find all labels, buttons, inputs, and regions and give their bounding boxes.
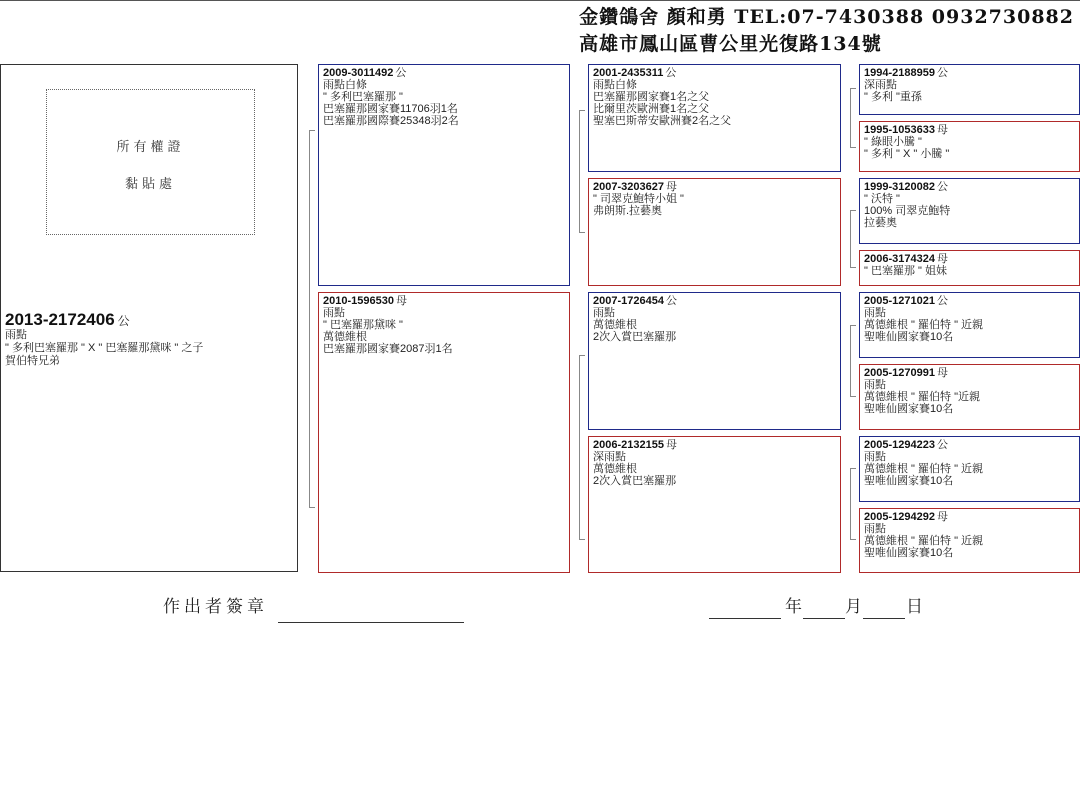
- gen3-line: 雨點: [864, 307, 886, 319]
- signature-label: 作出者簽章: [163, 597, 268, 616]
- gen2-line: 2次入賞巴塞羅那: [593, 475, 677, 487]
- gen3-reg: 1994-2188959: [864, 67, 935, 79]
- gen3-card-5: [859, 292, 1080, 358]
- gen3-sex: 母: [936, 511, 948, 523]
- dam-line: " 巴塞羅那黛咪 ": [323, 319, 403, 331]
- sire-line: 巴塞羅那國際賽25348羽2名: [323, 115, 459, 127]
- gen3-line: " 多利 " X " 小騰 ": [864, 148, 950, 160]
- gen2-line: 2次入賞巴塞羅那: [593, 331, 677, 343]
- dam-line: 巴塞羅那國家賽2087羽1名: [323, 343, 453, 355]
- gen3-line: " 沃特 ": [864, 193, 900, 205]
- gen2-reg: 2001-2435311: [593, 67, 664, 79]
- subject-line: 賀伯特兄弟: [5, 355, 60, 367]
- top-rule: [0, 0, 1080, 1]
- gen3-sex: 母: [936, 253, 948, 265]
- gen3-line: 萬德維根 " 羅伯特 "近親: [864, 391, 980, 403]
- dam-sex: 母: [395, 295, 407, 307]
- dam-line: 雨點: [323, 307, 345, 319]
- gen2-line: 比爾里茨歐洲賽1名之父: [593, 103, 710, 115]
- gen3-card-7: [859, 436, 1080, 502]
- gen3-line: " 巴塞羅那 " 姐妹: [864, 265, 947, 277]
- gen2-line: 雨點: [593, 307, 615, 319]
- sire-card: [318, 64, 570, 286]
- gen3-reg: 1995-1053633: [864, 124, 935, 136]
- bracket-gen3-b: [850, 210, 856, 268]
- gen3-card-4: [859, 250, 1080, 286]
- gen3-sex: 母: [936, 367, 948, 379]
- bracket-gen3-c: [850, 325, 856, 397]
- gen2-card-1: [588, 64, 841, 172]
- sticker-label-2: 黏貼處: [124, 176, 176, 191]
- dam-card: [318, 292, 570, 573]
- gen2-sex: 母: [665, 181, 677, 193]
- gen2-card-3: [588, 292, 841, 430]
- gen3-line: 深雨點: [864, 79, 897, 91]
- certificate-sticker-area: [46, 89, 255, 235]
- bracket-gen1: [309, 130, 315, 508]
- gen3-line: 聖唯仙國家賽10名: [864, 403, 954, 415]
- gen2-line: 弗朗斯.拉藝奧: [593, 205, 663, 217]
- gen2-line: " 司翠克鮑特小姐 ": [593, 193, 684, 205]
- subject-sex: 公: [117, 314, 130, 328]
- gen2-line: 萬德維根: [593, 319, 637, 331]
- gen3-sex: 公: [936, 181, 948, 193]
- gen2-sex: 公: [665, 67, 677, 79]
- bracket-gen3-d: [850, 468, 856, 540]
- gen3-line: 100% 司翠克鮑特: [864, 205, 951, 217]
- sire-sex: 公: [395, 67, 407, 79]
- gen3-sex: 母: [936, 124, 948, 136]
- gen3-card-6: [859, 364, 1080, 430]
- gen2-sex: 公: [665, 295, 677, 307]
- gen3-line: 拉藝奧: [864, 217, 897, 229]
- gen2-line: 雨點白條: [593, 79, 637, 91]
- gen2-line: 深雨點: [593, 451, 626, 463]
- gen2-line: 巴塞羅那國家賽1名之父: [593, 91, 710, 103]
- gen3-line: 萬德維根 " 羅伯特 " 近親: [864, 319, 984, 331]
- gen3-reg: 2005-1294223: [864, 439, 935, 451]
- gen3-reg: 2005-1271021: [864, 295, 935, 307]
- subject-panel: [0, 64, 298, 572]
- gen3-card-1: [859, 64, 1080, 115]
- dam-reg: 2010-1596530: [323, 295, 394, 307]
- subject-reg: 2013-2172406: [5, 310, 115, 329]
- gen2-reg: 2006-2132155: [593, 439, 664, 451]
- gen3-line: 雨點: [864, 379, 886, 391]
- header-contact: 金鑽鴿舍 顏和勇 TEL:07-7430388 0932730882: [579, 6, 1074, 28]
- gen3-line: 聖唯仙國家賽10名: [864, 475, 954, 487]
- gen3-reg: 2005-1294292: [864, 511, 935, 523]
- month-line[interactable]: [803, 618, 845, 619]
- gen3-line: 萬德維根 " 羅伯特 " 近親: [864, 463, 984, 475]
- day-label: 日: [906, 597, 923, 616]
- gen3-reg: 2005-1270991: [864, 367, 935, 379]
- bracket-gen2-b: [579, 355, 585, 540]
- sticker-label-1: 所有權證: [116, 139, 185, 154]
- gen3-line: 雨點: [864, 523, 886, 535]
- gen3-sex: 公: [936, 439, 948, 451]
- month-label: 月: [845, 597, 862, 616]
- sire-line: 巴塞羅那國家賽11706羽1名: [323, 103, 458, 115]
- subject-line: " 多利巴塞羅那 " X " 巴塞羅那黛咪 " 之子: [5, 342, 204, 354]
- sire-line: 雨點白條: [323, 79, 367, 91]
- year-label: 年: [785, 597, 802, 616]
- gen3-sex: 公: [936, 295, 948, 307]
- subject-info: [5, 310, 204, 368]
- breeder-header: [579, 4, 1074, 58]
- gen3-card-8: [859, 508, 1080, 573]
- gen2-card-2: [588, 178, 841, 286]
- gen3-line: " 綠眼小騰 ": [864, 136, 922, 148]
- gen3-reg: 2006-3174324: [864, 253, 935, 265]
- sire-line: " 多利巴塞羅那 ": [323, 91, 403, 103]
- gen3-card-2: [859, 121, 1080, 172]
- bracket-gen3-a: [850, 88, 856, 148]
- gen2-card-4: [588, 436, 841, 573]
- gen3-line: 聖唯仙國家賽10名: [864, 547, 954, 559]
- gen3-sex: 公: [936, 67, 948, 79]
- year-line[interactable]: [709, 618, 781, 619]
- gen3-line: 雨點: [864, 451, 886, 463]
- gen3-line: 聖唯仙國家賽10名: [864, 331, 954, 343]
- gen3-line: 萬德維根 " 羅伯特 " 近親: [864, 535, 984, 547]
- gen2-line: 聖塞巴斯蒂安歐洲賽2名之父: [593, 115, 732, 127]
- gen2-sex: 母: [665, 439, 677, 451]
- day-line[interactable]: [863, 618, 905, 619]
- dam-line: 萬德維根: [323, 331, 367, 343]
- bracket-gen2-a: [579, 110, 585, 233]
- signature-line[interactable]: [278, 622, 464, 623]
- gen2-line: 萬德維根: [593, 463, 637, 475]
- subject-line: 雨點: [5, 329, 27, 341]
- gen3-reg: 1999-3120082: [864, 181, 935, 193]
- gen2-reg: 2007-3203627: [593, 181, 664, 193]
- gen3-card-3: [859, 178, 1080, 244]
- gen2-reg: 2007-1726454: [593, 295, 664, 307]
- gen3-line: " 多利 "重孫: [864, 91, 922, 103]
- header-address: 高雄市鳳山區曹公里光復路134號: [579, 33, 882, 55]
- sire-reg: 2009-3011492: [323, 67, 394, 79]
